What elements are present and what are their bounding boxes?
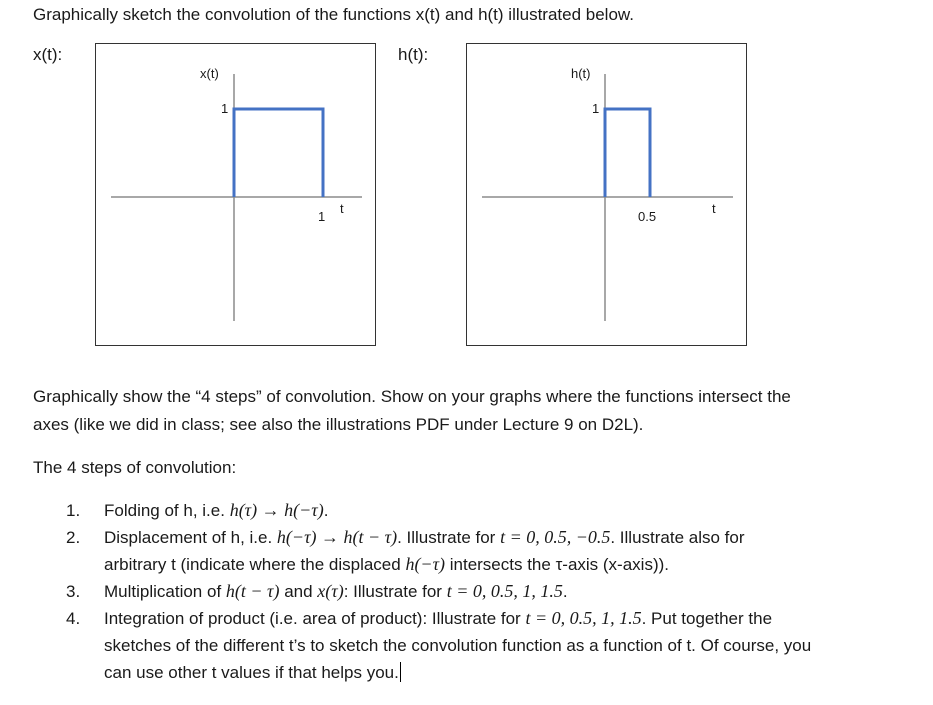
- step-4-continued: sketches of the different t’s to sketch the convolution function as a function of t. Of course, you: [104, 636, 812, 655]
- x-plot-x-tick: 1: [318, 209, 326, 224]
- x-plot-y-tick: 1: [221, 101, 229, 116]
- step-2: 2. Displacement of h, i.e. h(−τ) → h(t − τ). Illustrate for t = 0, 0.5, −0.5. Illustrate also for: [66, 527, 745, 547]
- h-plot-svg: [467, 44, 746, 345]
- x-plot-axis-label: x(t): [200, 66, 219, 81]
- step-4: 4. Integration of product (i.e. area of product): Illustrate for t = 0, 0.5, 1, 1.5. Put together the: [66, 608, 773, 628]
- instructions-line-1: Graphically show the “4 steps” of convolution. Show on your graphs where the functions intersect the: [33, 387, 791, 406]
- h-plot-y-tick: 1: [592, 101, 600, 116]
- x-plot-t-label: t: [340, 201, 344, 216]
- step-3: 3. Multiplication of h(t − τ) and x(τ): Illustrate for t = 0, 0.5, 1, 1.5.: [66, 581, 568, 601]
- instructions-line-2: axes (like we did in class; see also the illustrations PDF under Lecture 9 on D2L).: [33, 415, 644, 434]
- h-function-label: h(t):: [398, 45, 429, 64]
- x-pulse-line: [234, 109, 323, 197]
- h-plot-axis-label: h(t): [571, 66, 591, 81]
- x-function-label: x(t):: [33, 45, 63, 64]
- step-1: 1. Folding of h, i.e. h(τ) → h(−τ).: [66, 500, 329, 520]
- step-4-last-line[interactable]: can use other t values if that helps you.: [104, 663, 399, 682]
- h-plot-panel: [466, 43, 747, 346]
- steps-list: [66, 497, 812, 686]
- step-2-continued: arbitrary t (indicate where the displaced h(−τ) intersects the τ-axis (x-axis)).: [104, 554, 669, 574]
- text-cursor: [400, 662, 401, 682]
- h-plot-x-tick: 0.5: [638, 209, 657, 224]
- x-plot-panel: [95, 43, 376, 346]
- steps-heading: The 4 steps of convolution:: [33, 458, 237, 477]
- x-plot-svg: [96, 44, 375, 345]
- h-plot-t-label: t: [712, 201, 716, 216]
- header-text: Graphically sketch the convolution of the functions x(t) and h(t) illustrated below.: [33, 5, 634, 24]
- h-pulse-line: [605, 109, 650, 197]
